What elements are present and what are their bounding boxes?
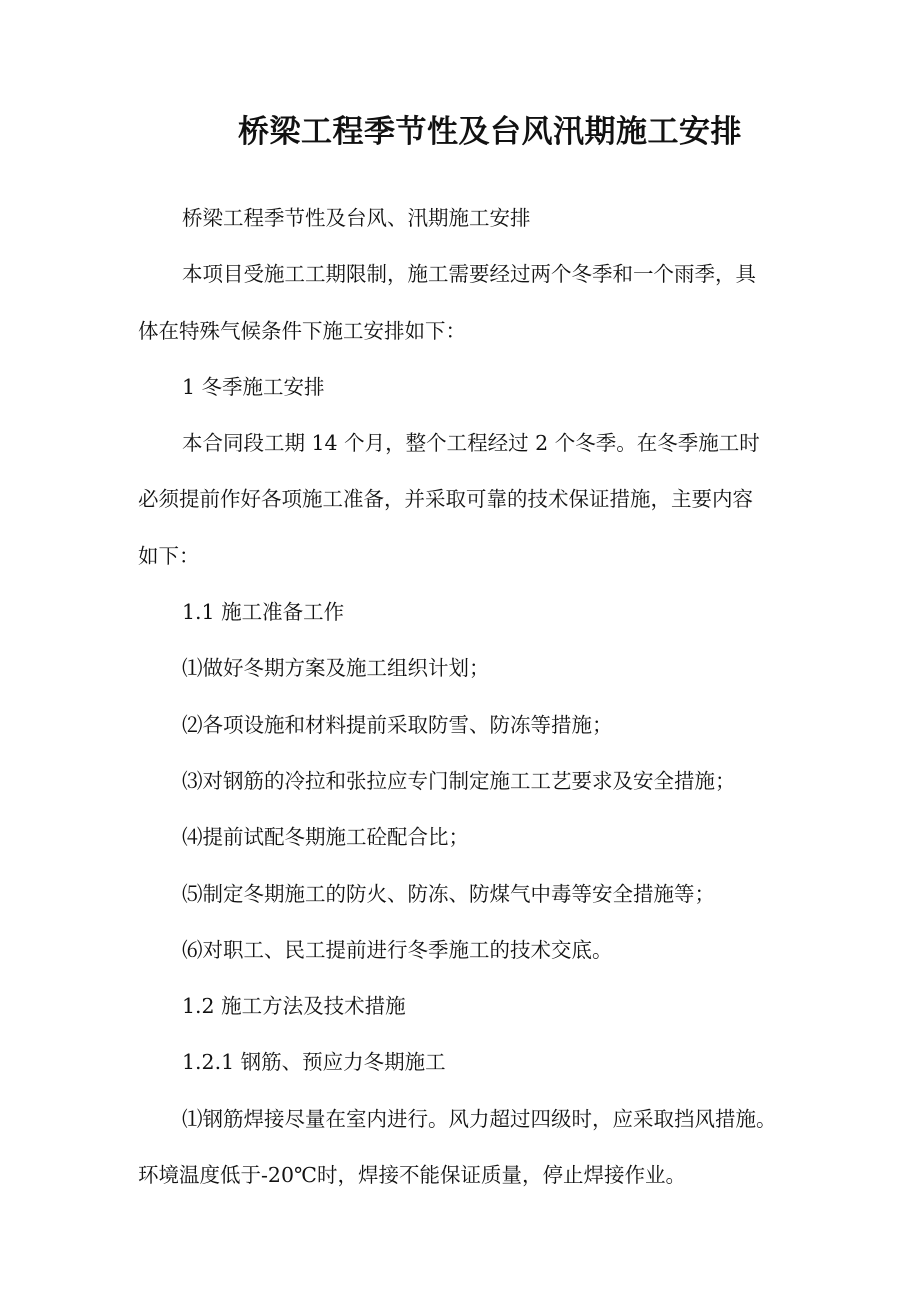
paragraph-line: 本合同段工期 14 个月，整个工程经过 2 个冬季。在冬季施工时 (182, 431, 760, 456)
paragraph-line: 环境温度低于-20℃时，焊接不能保证质量，停止焊接作业。 (138, 1163, 686, 1188)
section-heading: 1.2 施工方法及技术措施 (182, 994, 406, 1019)
paragraph-line: 如下： (138, 543, 200, 568)
paragraph-line: 必须提前作好各项施工准备，并采取可靠的技术保证措施，主要内容 (138, 487, 753, 512)
section-heading: 1.2.1 钢筋、预应力冬期施工 (182, 1050, 446, 1075)
paragraph-line: 本项目受施工工期限制，施工需要经过两个冬季和一个雨季，具 (182, 262, 756, 287)
document-body (138, 190, 788, 1203)
list-item: ⑴做好冬期方案及施工组织计划； (182, 656, 490, 681)
subtitle-line: 桥梁工程季节性及台风、汛期施工安排 (182, 206, 531, 230)
list-item: ⑶对钢筋的冷拉和张拉应专门制定施工工艺要求及安全措施； (182, 768, 736, 793)
list-item: ⑵各项设施和材料提前采取防雪、防冻等措施； (182, 712, 613, 737)
paragraph-line: 体在特殊气候条件下施工安排如下： (138, 318, 466, 343)
document-title: 桥梁工程季节性及台风汛期施工安排 (238, 114, 742, 150)
section-heading: 1 冬季施工安排 (182, 374, 325, 399)
section-heading: 1.1 施工准备工作 (182, 600, 345, 625)
list-item: ⑷提前试配冬期施工砼配合比； (182, 825, 469, 850)
list-item: ⑹对职工、民工提前进行冬季施工的技术交底。 (182, 937, 613, 962)
list-item: ⑸制定冬期施工的防火、防冻、防煤气中毒等安全措施等； (182, 881, 715, 906)
list-item: ⑴钢筋焊接尽量在室内进行。风力超过四级时，应采取挡风措施。 (182, 1106, 777, 1131)
